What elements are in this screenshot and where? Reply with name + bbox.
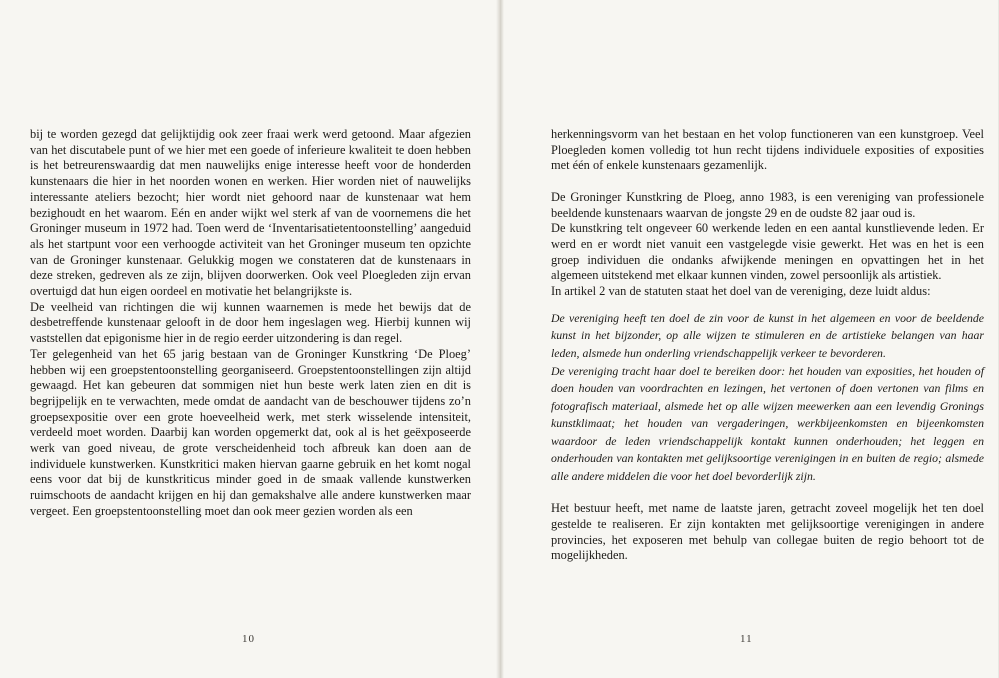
book-gutter	[496, 0, 504, 678]
right-page-text	[551, 127, 984, 564]
paragraph: bij te worden gezegd dat gelijktijdig ook zeer fraai werk werd getoond. Maar afgezien van het discutabele punt of we hier met een goede of inferieure kwaliteit te doen hebben is het betreurenswaardig dat men nauwelijks enige interesse heeft voor de honderden kunstenaars die hier in het noorden wonen en werken. Hier worden niet of nauwelijks interessante ateliers bezocht; hier wordt niet gehoord naar de kunstenaar wat hem bezighoudt en het waarom. Eén en ander wijkt wel sterk af van de voornemens die het Groninger museum in 1972 had. Toen werd de ‘Inventarisatietentoonstelling’ aangeduid als het startpunt voor een verhoogde activiteit van het Groninger museum ten opzichte van de Groninger kunstenaar. Gelukkig mogen we constateren dat de kunstenaars in deze streken, gedreven als ze zijn, blijven doorwerken. Ook veel Ploegleden zijn ervan overtuigd dat hun eigen oordeel en motivatie het belangrijkste is.	[30, 127, 471, 299]
paragraph: De veelheid van richtingen die wij kunnen waarnemen is mede het bewijs dat de desbetreffende kunstenaar gelooft in de door hem ingeslagen weg. Hierbij kunnen wij vaststellen dat epigonisme hier in de regio eerder uitzondering is dan regel.	[30, 299, 471, 346]
paragraph: Het bestuur heeft, met name de laatste jaren, getracht zoveel mogelijk het ten doel gestelde te realiseren. Er zijn kontakten met gelijksoortige verenigingen in andere provincies, het exposeren met behulp van collegae buiten de regio behoort tot de mogelijkheden.	[551, 501, 984, 563]
page-number: 10	[242, 633, 255, 645]
paragraph: De kunstkring telt ongeveer 60 werkende leden en een aantal kunstlievende leden. Er werd en er wordt niet vanuit een vastgelegde visie gewerkt. Het was en het is een groep individuen die ondanks afwijkende meningen en opvattingen het in het algemeen uitstekend met elkaar kunnen vinden, zowel persoonlijk als artistiek.	[551, 221, 984, 283]
right-page	[499, 0, 998, 678]
paragraph: Ter gelegenheid van het 65 jarig bestaan van de Groninger Kunstkring ‘De Ploeg’ hebben wij een groepstentoonstelling georganiseerd. Groepstentoonstellingen zijn altijd gewaagd. Het kan gebeuren dat sommigen niet hun beste werk laten zien en dit is begrijpelijk en te verwachten, mede omdat de aandacht van de beschouwer tijdens zo’n groepsexpositie over een grote hoeveelheid werk, met sterk wisselende intensiteit, verdeeld moet worden. Daarbij kan worden opgemerkt dat, ook al is het geëxposeerde werk van goed niveau, de grote verscheidenheid toch afbreuk kan doen aan de individuele kunstwerken. Kunstkritici maken hiervan gaarne gebruik en het komt nogal eens voor dat bij de kunstkriticus minder goed in de smaak vallende kunstwerken ruimschoots de aandacht krijgen en hij dan gemakshalve alle andere kunstwerken maar vergeet. Een groepstentoonstelling moet dan ook meer gezien worden als een	[30, 346, 471, 518]
paragraph: In artikel 2 van de statuten staat het doel van de vereniging, deze luidt aldus:	[551, 284, 931, 299]
left-page	[0, 0, 499, 678]
page-number: 11	[740, 633, 753, 645]
left-page-text	[30, 127, 471, 520]
paragraph: herkenningsvorm van het bestaan en het volop functioneren van een kunstgroep. Veel Ploegleden komen volledig tot hun recht tijdens individuele exposities of exposities met één of enkele kunstenaars gezamenlijk.	[551, 127, 984, 173]
paragraph: De Groninger Kunstkring de Ploeg, anno 1983, is een vereniging van professionele beeldende kunstenaars waarvan de jongste 29 en de oudste 82 jaar oud is.	[551, 189, 984, 220]
statute-quote: De vereniging tracht haar doel te bereiken door: het houden van exposities, het houden of doen houden van voordrachten en lezingen, het vertonen of doen vertonen van films en fotografisch materiaal, alsmede het op alle wijzen meewerken aan een levendig Gronings kunstklimaat; het houden van vergaderingen, werkbijeenkomsten en bijeenkomsten waardoor de leden vriendschappelijk kontakt kunnen onderhouden; het leggen en onderhouden van kontakten met gelijksoortige verenigingen in en buiten de regio; alsmede alle andere middelen die voor het doel bevorderlijk zijn.	[551, 363, 984, 484]
statute-quote: De vereniging heeft ten doel de zin voor de kunst in het algemeen en voor de beeldende kunst in het bijzonder, op alle wijzen te stimuleren en de artistieke belangen van haar leden, alsmede hun onderling vriendschappelijk verkeer te bevorderen.	[551, 310, 984, 360]
